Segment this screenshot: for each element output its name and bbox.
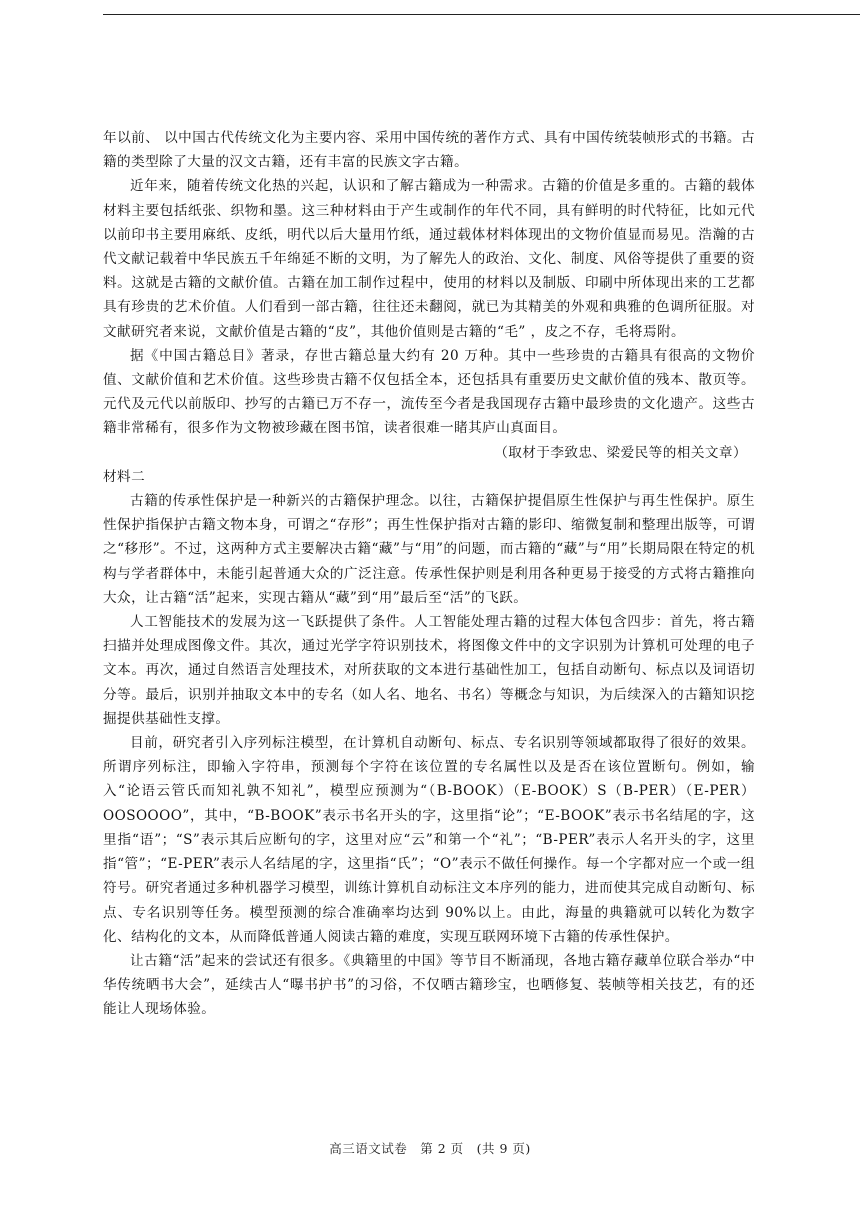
paragraph-ai-processing-steps: 人工智能技术的发展为这一飞跃提供了条件。人工智能处理古籍的过程大体包含四步：首先，将古籍扫描并处理成图像文件。其次，通过光学字符识别技术，将图像文件中的文字识别为计算机可处理的电子文本。再次，通过自然语言处理技术，对所获取的文本进行基础性加工，包括自动断句、标点以及词语切分等。最后，识别并抽取文本中的专名（如人名、地名、书名）等概念与知识，为后续深入的古籍知识挖掘提供基础性支撑。	[103, 614, 755, 727]
paragraph-sequence-labeling: 目前，研究者引入序列标注模型，在计算机自动断句、标点、专名识别等领域都取得了很好的效果。所谓序列标注，即输入字符串，预测每个字符在该位置的专名属性以及是否在该位置断句。例如，输入“论语云管氏而知礼孰不知礼”，模型应预测为“（B-BOOK）（E-BOOK）S（B-PER）（E-PER）OOSOOOO”，其中，“B-BOOK”表示书名开头的字，这里指“论”；“E-BOOK”表示书名结尾的字，这里指“语”；“S”表示其后应断句的字，这里对应“云”和第一个“礼”；“B-PER”表示人名开头的字，这里指“管”；“E-PER”表示人名结尾的字，这里指“氏”；“O”表示不做任何操作。每一个字都对应一个或一组符号。研究者通过多种机器学习模型，训练计算机自动标注文本序列的能力，进而使其完成自动断句、标点、专名识别等任务。模型预测的综合准确率均达到 90%以上。由此，海量的典籍就可以转化为数字化、结构化的文本，从而降低普通人阅读古籍的难度，实现互联网环境下古籍的传承性保护。	[103, 735, 755, 945]
paragraph-inheritance-protection: 古籍的传承性保护是一种新兴的古籍保护理念。以往，古籍保护提倡原生性保护与再生性保护。原生性保护指保护古籍文物本身，可谓之“存形”；再生性保护指对古籍的影印、缩微复制和整理出版等，可谓之“移形”。不过，这两种方式主要解决古籍“藏”与“用”的问题，而古籍的“藏”与“用”长期局限在特定的机构与学者群体中，未能引起普通大众的广泛注意。传承性保护则是利用各种更易于接受的方式将古籍推向大众，让古籍“活”起来，实现古籍从“藏”到“用”最后至“活”的飞跃。	[103, 493, 755, 606]
section-heading-material-two: 材料二	[103, 468, 146, 485]
header-rule	[103, 14, 860, 15]
paragraph-bringing-books-alive: 让古籍“活”起来的尝试还有很多。《典籍里的中国》等节目不断涌现，各地古籍存藏单位联合举办“中华传统晒书大会”，延续古人“曝书护书”的习俗，不仅晒古籍珍宝，也晒修复、装帧等相关技艺，有的还能让人现场体验。	[103, 952, 755, 1018]
page-footer: 高三语文试卷 第 2 页 (共 9 页)	[329, 1141, 531, 1156]
document-body	[103, 126, 755, 1022]
source-citation: （取材于李致忠、梁爱民等的相关文章）	[494, 444, 747, 461]
paragraph-intro-continued: 年以前、 以中国古代传统文化为主要内容、采用中国传统的著作方式、具有中国传统装帧形式的书籍。古籍的类型除了大量的汉文古籍，还有丰富的民族文字古籍。	[103, 130, 755, 171]
paragraph-catalog-statistics: 据《中国古籍总目》著录，存世古籍总量大约有 20 万种。其中一些珍贵的古籍具有很高的文物价值、文献价值和艺术价值。这些珍贵古籍不仅包括全本，还包括具有重要历史文献价值的残本、散页等。元代及元代以前版印、抄写的古籍已万不存一，流传至今者是我国现存古籍中最珍贵的文化遗产。这些古籍非常稀有，很多作为文物被珍藏在图书馆，读者很难一睹其庐山真面目。	[103, 347, 755, 437]
paragraph-value-of-ancient-books: 近年来，随着传统文化热的兴起，认识和了解古籍成为一种需求。古籍的价值是多重的。古籍的载体材料主要包括纸张、织物和墨。这三种材料由于产生或制作的年代不同，具有鲜明的时代特征，比如元代以前印书主要用麻纸、皮纸，明代以后大量用竹纸，通过载体材料体现出的文物价值显而易见。浩瀚的古代文献记载着中华民族五千年绵延不断的文明，为了解先人的政治、文化、制度、风俗等提供了重要的资料。这就是古籍的文献价值。古籍在加工制作过程中，使用的材料以及制版、印刷中所体现出来的工艺都具有珍贵的艺术价值。人们看到一部古籍，往往还未翻阅，就已为其精美的外观和典雅的色调所征服。对文献研究者来说，文献价值是古籍的“皮”，其他价值则是古籍的“毛” ，皮之不存，毛将焉附。	[103, 178, 755, 340]
